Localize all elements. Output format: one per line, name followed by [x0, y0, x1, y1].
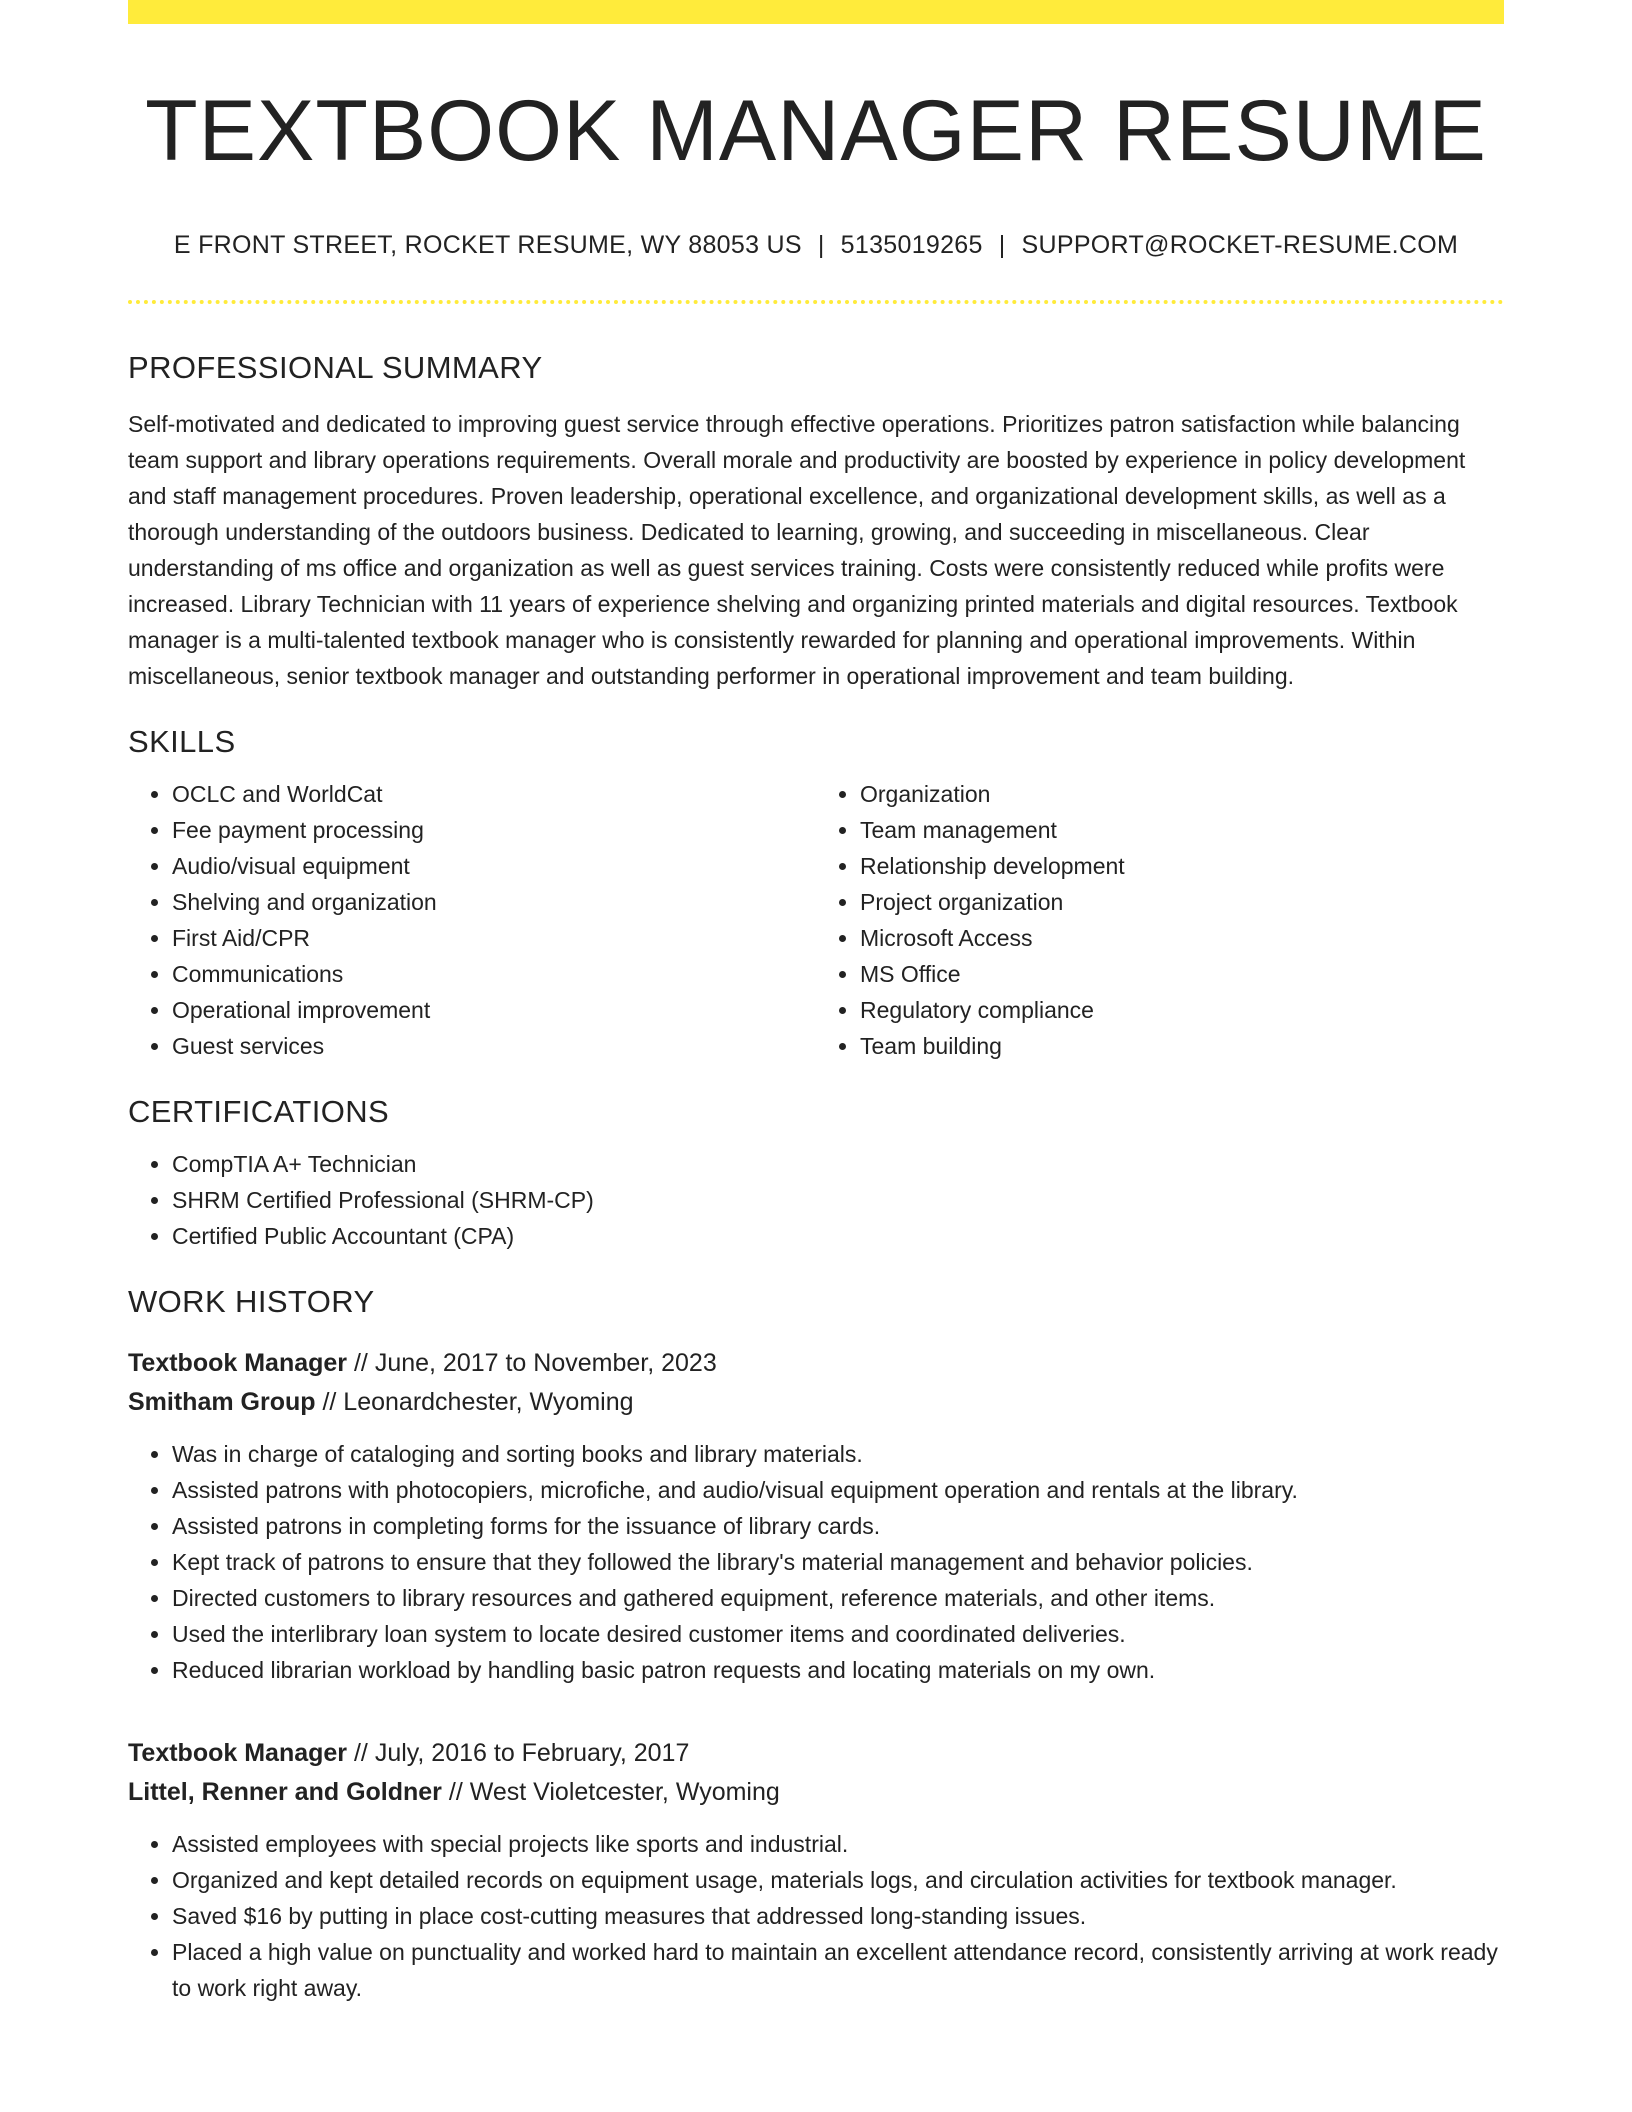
job-bullets [128, 1826, 1504, 2006]
summary-heading: PROFESSIONAL SUMMARY [128, 349, 543, 385]
work-history-heading: WORK HISTORY [128, 1283, 375, 1319]
job-bullet: • Used the interlibrary loan system to locate desired customer items and coordinated deliveries. [172, 1616, 1504, 1652]
job-company: Littel, Renner and Goldner [128, 1777, 442, 1806]
certification-item: • Certified Public Accountant (CPA) [172, 1218, 1504, 1254]
job-bullet: • Kept track of patrons to ensure that they followed the library's material management and behavior policies. [172, 1544, 1504, 1580]
header-divider [128, 300, 1504, 304]
job-company: Smitham Group [128, 1387, 316, 1416]
skill-item: • Microsoft Access [860, 920, 1460, 956]
contact-line [128, 231, 1504, 260]
skill-item: • Fee payment processing [172, 812, 772, 848]
contact-phone: 5135019265 [840, 230, 983, 259]
resume-page [128, 0, 1504, 2006]
skill-item: • Shelving and organization [172, 884, 772, 920]
skill-item: • Audio/visual equipment [172, 848, 772, 884]
skill-item: • Team building [860, 1028, 1460, 1064]
skills-heading: SKILLS [128, 723, 236, 759]
skill-item: • Guest services [172, 1028, 772, 1064]
job-bullet: • Placed a high value on punctuality and worked hard to maintain an excellent attendance record, consistently arriving at work ready to work right away. [172, 1934, 1504, 2006]
job-location: // West Violetcester, Wyoming [441, 1777, 780, 1806]
job-entry [128, 1344, 1504, 1688]
contact-email: SUPPORT@ROCKET-RESUME.COM [1021, 230, 1459, 259]
skill-item: • MS Office [860, 956, 1460, 992]
certifications-list [128, 1146, 1504, 1254]
job-bullet: • Reduced librarian workload by handling basic patron requests and locating materials on my own. [172, 1652, 1504, 1688]
skills-right-list [816, 776, 1460, 1064]
skill-item: • Project organization [860, 884, 1460, 920]
job-bullet: • Assisted employees with special projects like sports and industrial. [172, 1826, 1504, 1862]
job-title-line [128, 1344, 1504, 1383]
contact-address: E FRONT STREET, ROCKET RESUME, WY 88053 US [173, 230, 802, 259]
job-bullets [128, 1436, 1504, 1688]
job-bullet: • Assisted patrons with photocopiers, microfiche, and audio/visual equipment operation and rentals at the library. [172, 1472, 1504, 1508]
job-bullet: • Was in charge of cataloging and sorting books and library materials. [172, 1436, 1504, 1472]
certifications-heading: CERTIFICATIONS [128, 1093, 390, 1129]
job-title-line [128, 1734, 1504, 1773]
contact-separator: | [817, 230, 825, 259]
contact-separator: | [998, 230, 1006, 259]
summary-text: Self-motivated and dedicated to improving guest service through effective operations. Prioritizes patron satisfaction while balancing team support and library operations requirements. Overall morale and productivity are boosted by experience in policy development and staff management procedures. Proven leadership, operational excellence, and organizational development skills, as well as a thorough understanding of the outdoors business. Dedicated to learning, growing, and succeeding in miscellaneous. Clear understanding of ms office and organization as well as guest services training. Costs were consistently reduced while profits were increased. Library Technician with 11 years of experience shelving and organizing printed materials and digital resources. Textbook manager is a multi-talented textbook manager who is consistently rewarded for planning and operational improvements. Within miscellaneous, senior textbook manager and outstanding performer in operational improvement and team building. [128, 410, 1466, 689]
job-dates: // June, 2017 to November, 2023 [347, 1348, 717, 1377]
job-company-line [128, 1773, 1504, 1812]
job-entry [128, 1734, 1504, 2006]
job-dates: // July, 2016 to February, 2017 [347, 1738, 690, 1767]
top-accent-bar [128, 0, 1504, 24]
job-bullet: • Organized and kept detailed records on equipment usage, materials logs, and circulation activities for textbook manager. [172, 1862, 1504, 1898]
job-company-line [128, 1383, 1504, 1422]
skill-item: • Organization [860, 776, 1460, 812]
job-bullet: • Assisted patrons in completing forms for the issuance of library cards. [172, 1508, 1504, 1544]
job-bullet: • Saved $16 by putting in place cost-cutting measures that addressed long-standing issues. [172, 1898, 1504, 1934]
resume-title: TEXTBOOK MANAGER RESUME [145, 83, 1487, 179]
certification-item: • SHRM Certified Professional (SHRM-CP) [172, 1182, 1504, 1218]
job-location: // Leonardchester, Wyoming [315, 1387, 634, 1416]
skill-item: • Communications [172, 956, 772, 992]
skill-item: • First Aid/CPR [172, 920, 772, 956]
job-title: Textbook Manager [128, 1738, 348, 1767]
skill-item: • OCLC and WorldCat [172, 776, 772, 812]
skills-left-list [128, 776, 772, 1064]
skill-item: • Operational improvement [172, 992, 772, 1028]
skill-item: • Relationship development [860, 848, 1460, 884]
skill-item: • Team management [860, 812, 1460, 848]
certification-item: • CompTIA A+ Technician [172, 1146, 1504, 1182]
skills-columns [128, 760, 1504, 1064]
job-title: Textbook Manager [128, 1348, 348, 1377]
skill-item: • Regulatory compliance [860, 992, 1460, 1028]
job-bullet: • Directed customers to library resources and gathered equipment, reference materials, and other items. [172, 1580, 1504, 1616]
